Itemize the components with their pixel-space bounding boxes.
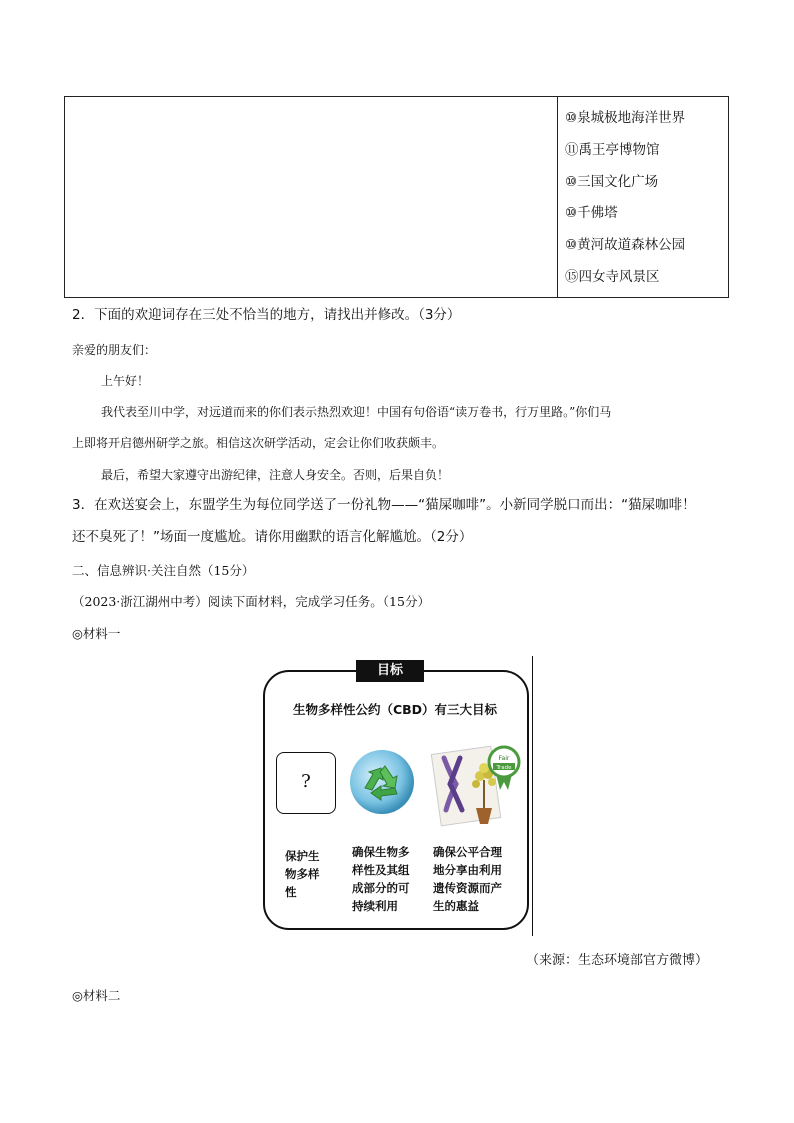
site-item: ⑩千佛塔 — [565, 205, 618, 222]
goal-3-line: 地分享由利用 — [433, 863, 502, 877]
site-item: ⑮四女寺风景区 — [565, 268, 660, 285]
goal-2-line: 持续利用 — [352, 899, 398, 913]
goal-2-line: 确保生物多 — [352, 845, 410, 859]
infographic-title: 生物多样性公约（CBD）有三大目标 — [292, 702, 498, 717]
sites-list — [565, 103, 725, 294]
goal-2-text — [352, 843, 428, 915]
question-2-prompt: 2．下面的欢迎词存在三处不恰当的地方，请找出并修改。（3分） — [72, 307, 461, 323]
goal-tag: 目标 — [356, 660, 424, 682]
site-item: ⑩黄河故道森林公园 — [565, 237, 686, 254]
recycle-globe-icon — [347, 748, 417, 816]
goal-1-line: 性 — [285, 885, 297, 899]
letter-line: 上午好！ — [101, 374, 150, 388]
goal-3-line: 生的惠益 — [433, 899, 479, 913]
fair-trade-label-top: Fair — [498, 755, 510, 762]
material-2-label: ◎材料二 — [72, 988, 121, 1003]
letter-line: 最后，希望大家遵守出游纪律，注意人身安全。否则，后果自负！ — [101, 468, 450, 482]
question-3-line: 还不臭死了！”场面一度尴尬。请你用幽默的语言化解尴尬。（2分） — [72, 529, 473, 545]
section-intro: （2023·浙江湖州中考）阅读下面材料，完成学习任务。（15分） — [72, 594, 430, 609]
goal-3-line: 遗传资源而产 — [433, 881, 502, 895]
goal-1-text — [285, 847, 340, 901]
question-3-line: 3．在欢送宴会上，东盟学生为每位同学送了一份礼物——“猫屎咖啡”。小新同学脱口而出：“猫屎咖啡！ — [72, 497, 696, 513]
vertical-rule — [532, 656, 533, 936]
goal-2-line: 样性及其组 — [352, 863, 410, 877]
letter-line: 我代表至川中学，对远道而来的你们表示热烈欢迎！中国有句俗语“读万卷书，行万里路。”你们马 — [101, 405, 612, 419]
goal-1-line: 物多样 — [285, 867, 320, 881]
goal-3-line: 确保公平合理 — [433, 845, 502, 859]
section-heading: 二、信息辨识·关注自然（15分） — [72, 563, 255, 578]
fair-trade-gene-icon — [430, 740, 522, 828]
sites-table — [64, 96, 729, 298]
source-caption: （来源：生态环境部官方微博） — [526, 953, 709, 968]
material-1-label: ◎材料一 — [72, 626, 121, 641]
letter-greeting: 亲爱的朋友们： — [72, 343, 157, 357]
goal-2-line: 成部分的可 — [352, 881, 410, 895]
site-item: ⑩泉城极地海洋世界 — [565, 110, 686, 126]
site-item: ⑪禹王亭博物馆 — [565, 141, 660, 158]
question-mark-box: ? — [276, 752, 336, 814]
goal-3-text — [433, 843, 521, 915]
goal-1-line: 保护生 — [285, 849, 320, 863]
site-item: ⑩三国文化广场 — [565, 173, 659, 190]
letter-line: 上即将开启德州研学之旅。相信这次研学活动，定会让你们收获颇丰。 — [72, 436, 445, 450]
table-divider — [557, 97, 558, 297]
fair-trade-label-bottom: Trade — [496, 765, 512, 771]
